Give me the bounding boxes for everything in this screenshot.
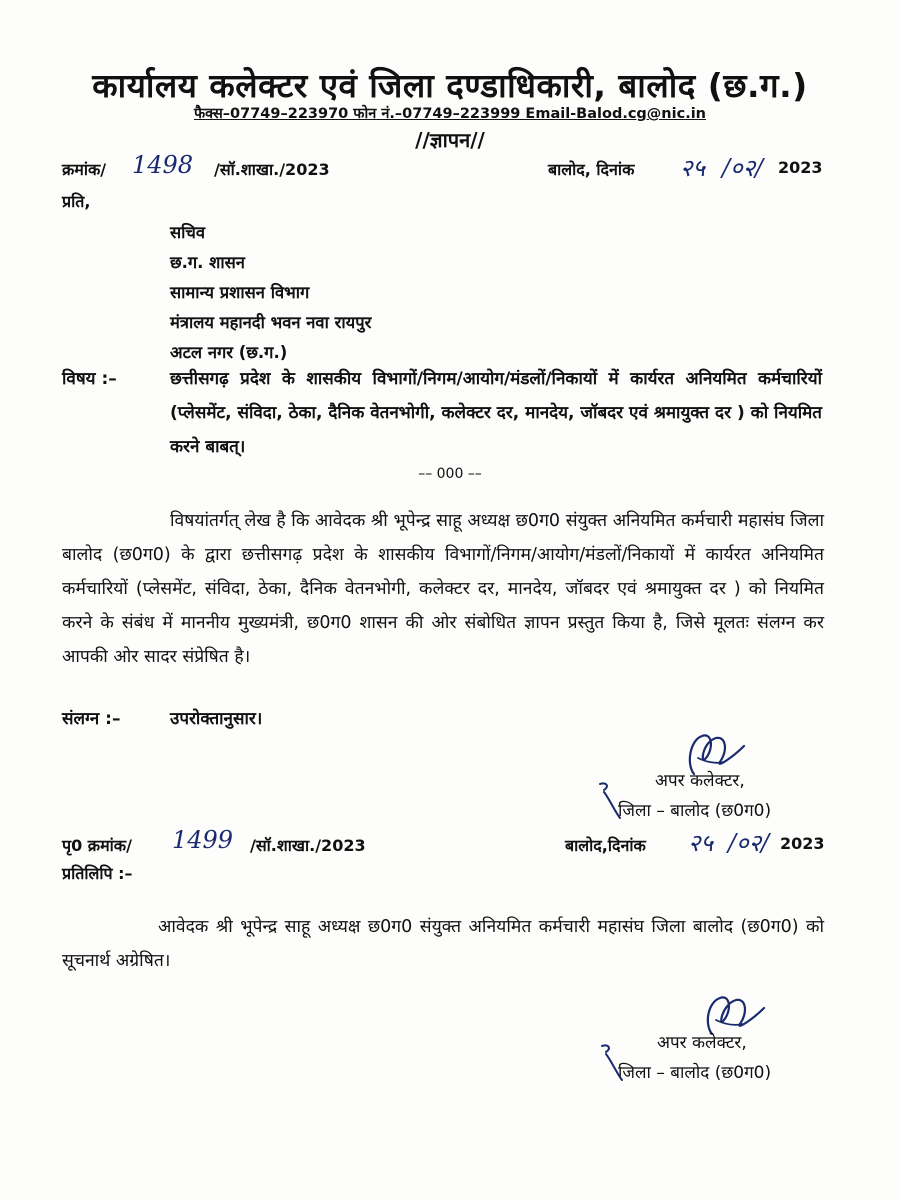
subject-label: विषय :– [62, 369, 117, 389]
recipient-line: मंत्रालय महानदी भवन नवा रायपुर [170, 313, 372, 332]
enclosure-label: संलग्न :– [62, 709, 121, 729]
contact-line: फैक्स–07749–223970 फोन नं.–07749–223999 Email-Balod.cg@nic.in [193, 106, 707, 122]
signatory-designation: अपर कलेक्टर, [655, 771, 745, 791]
recipient-line: अटल नगर (छ.ग.) [170, 343, 288, 362]
to-label: प्रति, [62, 192, 91, 211]
copy-to-label: प्रतिलिपि :– [62, 864, 133, 883]
reference-number-label: क्रमांक/ [62, 160, 107, 179]
copy-date-label: बालोद,दिनांक [565, 836, 646, 855]
recipient-line: सामान्य प्रशासन विभाग [170, 283, 310, 302]
reference-date-year: 2023 [778, 158, 823, 177]
signatory-designation-2: अपर कलेक्टर, [657, 1033, 747, 1053]
initial-mark-2 [594, 1040, 628, 1086]
reference-section: /सॉ.शाखा./2023 [214, 160, 330, 179]
copy-paragraph: आवेदक श्री भूपेन्द्र साहू अध्यक्ष छ0ग0 संयुक्त अनियमित कर्मचारी महासंघ जिला बालोद (छ0ग0) को सूचनार्थ अग्रेषित। [62, 917, 824, 971]
reference-date-day: २५ [680, 154, 705, 182]
reference-number-handwritten: 1498 [132, 151, 194, 179]
section-divider: –– 000 –– [418, 466, 482, 482]
copy-number-label: पृ0 क्रमांक/ [62, 836, 132, 855]
reference-date-label: बालोद, दिनांक [548, 160, 635, 179]
body-paragraph: विषयांतर्गत् लेख है कि आवेदक श्री भूपेन्द्र साहू अध्यक्ष छ0ग0 संयुक्त अनियमित कर्मचारी महासंघ जिला बालोद (छ0ग0) के द्वारा छत्तीसगढ़ प्रदेश के शासकीय विभागों/निगम/आयोग/मंडलों/निकायों में कार्यरत अनियमित कर्मचारियों (प्लेसमेंट, संविदा, ठेका, दैनिक वेतनभोगी, कलेक्टर दर, मानदेय, जॉबदर एवं श्रमायुक्त दर ) को नियमित करने के संबंध में माननीय मुख्यमंत्री, छ0ग0 शासन की ओर संबोधित ज्ञापन प्रस्तुत किया है, जिसे मूलतः संलग्न कर आपकी ओर सादर संप्रेषित है। [62, 511, 824, 667]
reference-date-month: /०२/ [722, 154, 764, 182]
signatory-district-2: जिला – बालोद (छ0ग0) [618, 1063, 772, 1083]
signatory-district: जिला – बालोद (छ0ग0) [618, 801, 772, 821]
office-title: कार्यालय कलेक्टर एवं जिला दण्डाधिकारी, बालोद (छ.ग.) [92, 66, 808, 105]
copy-number-handwritten: 1499 [172, 826, 234, 854]
copy-date-year: 2023 [780, 834, 825, 853]
initial-mark-1 [592, 778, 626, 824]
recipient-line: सचिव [170, 223, 206, 242]
copy-section: /सॉ.शाखा./2023 [250, 836, 366, 855]
subject-text: छत्तीसगढ़ प्रदेश के शासकीय विभागों/निगम/आयोग/मंडलों/निकायों में कार्यरत अनियमित कर्मचारियों (प्लेसमेंट, संविदा, ठेका, दैनिक वेतनभोगी, कलेक्टर दर, मानदेय, जॉबदर एवं श्रमायुक्त दर ) को नियमित करने बाबत्। [170, 369, 822, 457]
memo-heading: //ज्ञापन// [415, 128, 485, 152]
recipient-address [170, 218, 371, 368]
recipient-line: छ.ग. शासन [170, 253, 245, 272]
enclosure-value: उपरोक्तानुसार। [170, 709, 263, 729]
copy-date-month: /०२/ [728, 829, 770, 857]
copy-date-day: २५ [688, 829, 713, 857]
